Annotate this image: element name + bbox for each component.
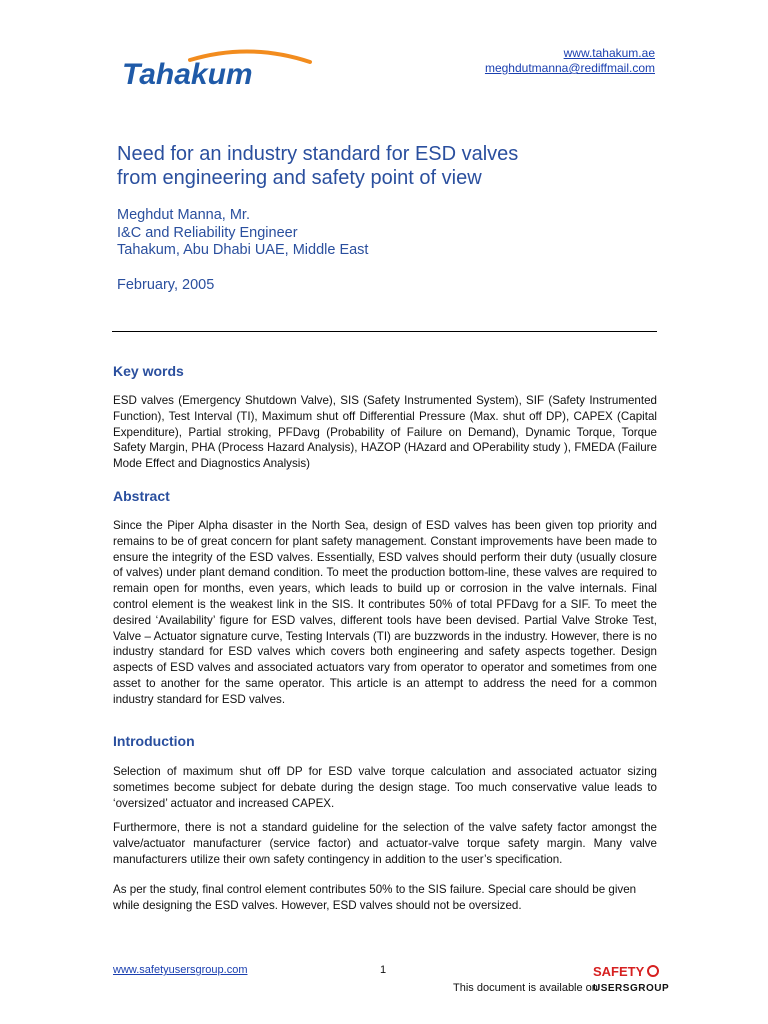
email-link[interactable]: meghdutmanna@rediffmail.com (484, 61, 655, 75)
availability-note: This document is available on (453, 982, 598, 994)
author-block (117, 207, 368, 260)
introduction-paragraph-1: Selection of maximum shut off DP for ESD valve torque calculation and associated actuator sizing sometimes become subject for debate during the design stage. Too much conservative value leads to ‘oversized’ actuator and increased CAPEX. (113, 765, 657, 810)
safety-users-group-logo (591, 962, 670, 996)
abstract-text: Since the Piper Alpha disaster in the North Sea, design of ESD valves has been given top priority and remains to be of great concern for plant safety management. Constant improvements have been made to ensure the integrity of the ESD valves. Essentially, ESD valves should perform their duty (usually closure of valves) under plant demand condition. To meet the production bottom-line, these valves are required to remain open for months, even years, which leads to build up or corrosion in the valve internals. Final control element is the weakest link in the SIS. It contributes 50% of total PFDavg for a SIF. To meet the desired ‘Availability’ figure for ESD valves, different tools have been devised. Partial Valve Stroke Test, Valve – Actuator signature curve, Testing Intervals (TI) are buzzwords in the industry. However, there is no industry standard for ESD valves which covers both engineering and safety aspects together. Design aspects of ESD valves and associated actuators vary from operator to operator and sometimes from one asset to another for the same operator. This article is an attempt to address the need for a common industry standard for ESD valves. (113, 519, 657, 706)
introduction-paragraph-3: As per the study, final control element contributes 50% to the SIS failure. Special care should be given while designing the ESD valves. However, ESD valves should not be oversized. (113, 883, 637, 912)
document-title (117, 142, 518, 190)
logo-text: Tahakum (122, 58, 253, 91)
footer-link[interactable]: www.safetyusersgroup.com (113, 964, 248, 976)
keywords-text: ESD valves (Emergency Shutdown Valve), SIS (Safety Instrumented System), SIF (Safety Instrumented Function), Test Interval (TI), Maximum shut off Differential Pressure (Max. shut off DP), CAPEX (Capital Expenditure), Partial stroking, PFDavg (Probability of Failure on Demand), Dynamic Torque, Torque Safety Margin, PHA (Process Hazard Analysis), HAZOP (HAzard and OPerability study ), FMEDA (Failure Mode Effect and Diagnostics Analysis) (113, 394, 657, 471)
page-number: 1 (380, 964, 387, 976)
author-location: Tahakum, Abu Dhabi UAE, Middle East (117, 242, 369, 258)
divider (112, 331, 657, 332)
introduction-heading: Introduction (113, 733, 195, 749)
badge-line-2: USERSGROUP (593, 983, 670, 994)
keywords-heading: Key words (113, 363, 184, 379)
abstract-heading: Abstract (113, 488, 170, 504)
introduction-paragraph-2: Furthermore, there is not a standard guideline for the selection of the valve safety factor amongst the valve/actuator manufacturer (service factor) and actuator-valve torque safety margin. Many valve manufacturers utilize their own safety contingency in addition to the user’s specification. (113, 821, 657, 866)
tahakum-logo (120, 48, 320, 92)
title-line-1: Need for an industry standard for ESD valves (117, 143, 519, 165)
badge-line-1: SAFETY (593, 964, 645, 979)
publication-date: February, 2005 (117, 277, 215, 293)
contact-info (485, 46, 655, 76)
website-link[interactable]: www.tahakum.ae (563, 46, 655, 60)
author-name: Meghdut Manna, Mr. (117, 207, 250, 223)
title-line-2: from engineering and safety point of view (117, 167, 482, 189)
author-role: I&C and Reliability Engineer (117, 224, 298, 241)
